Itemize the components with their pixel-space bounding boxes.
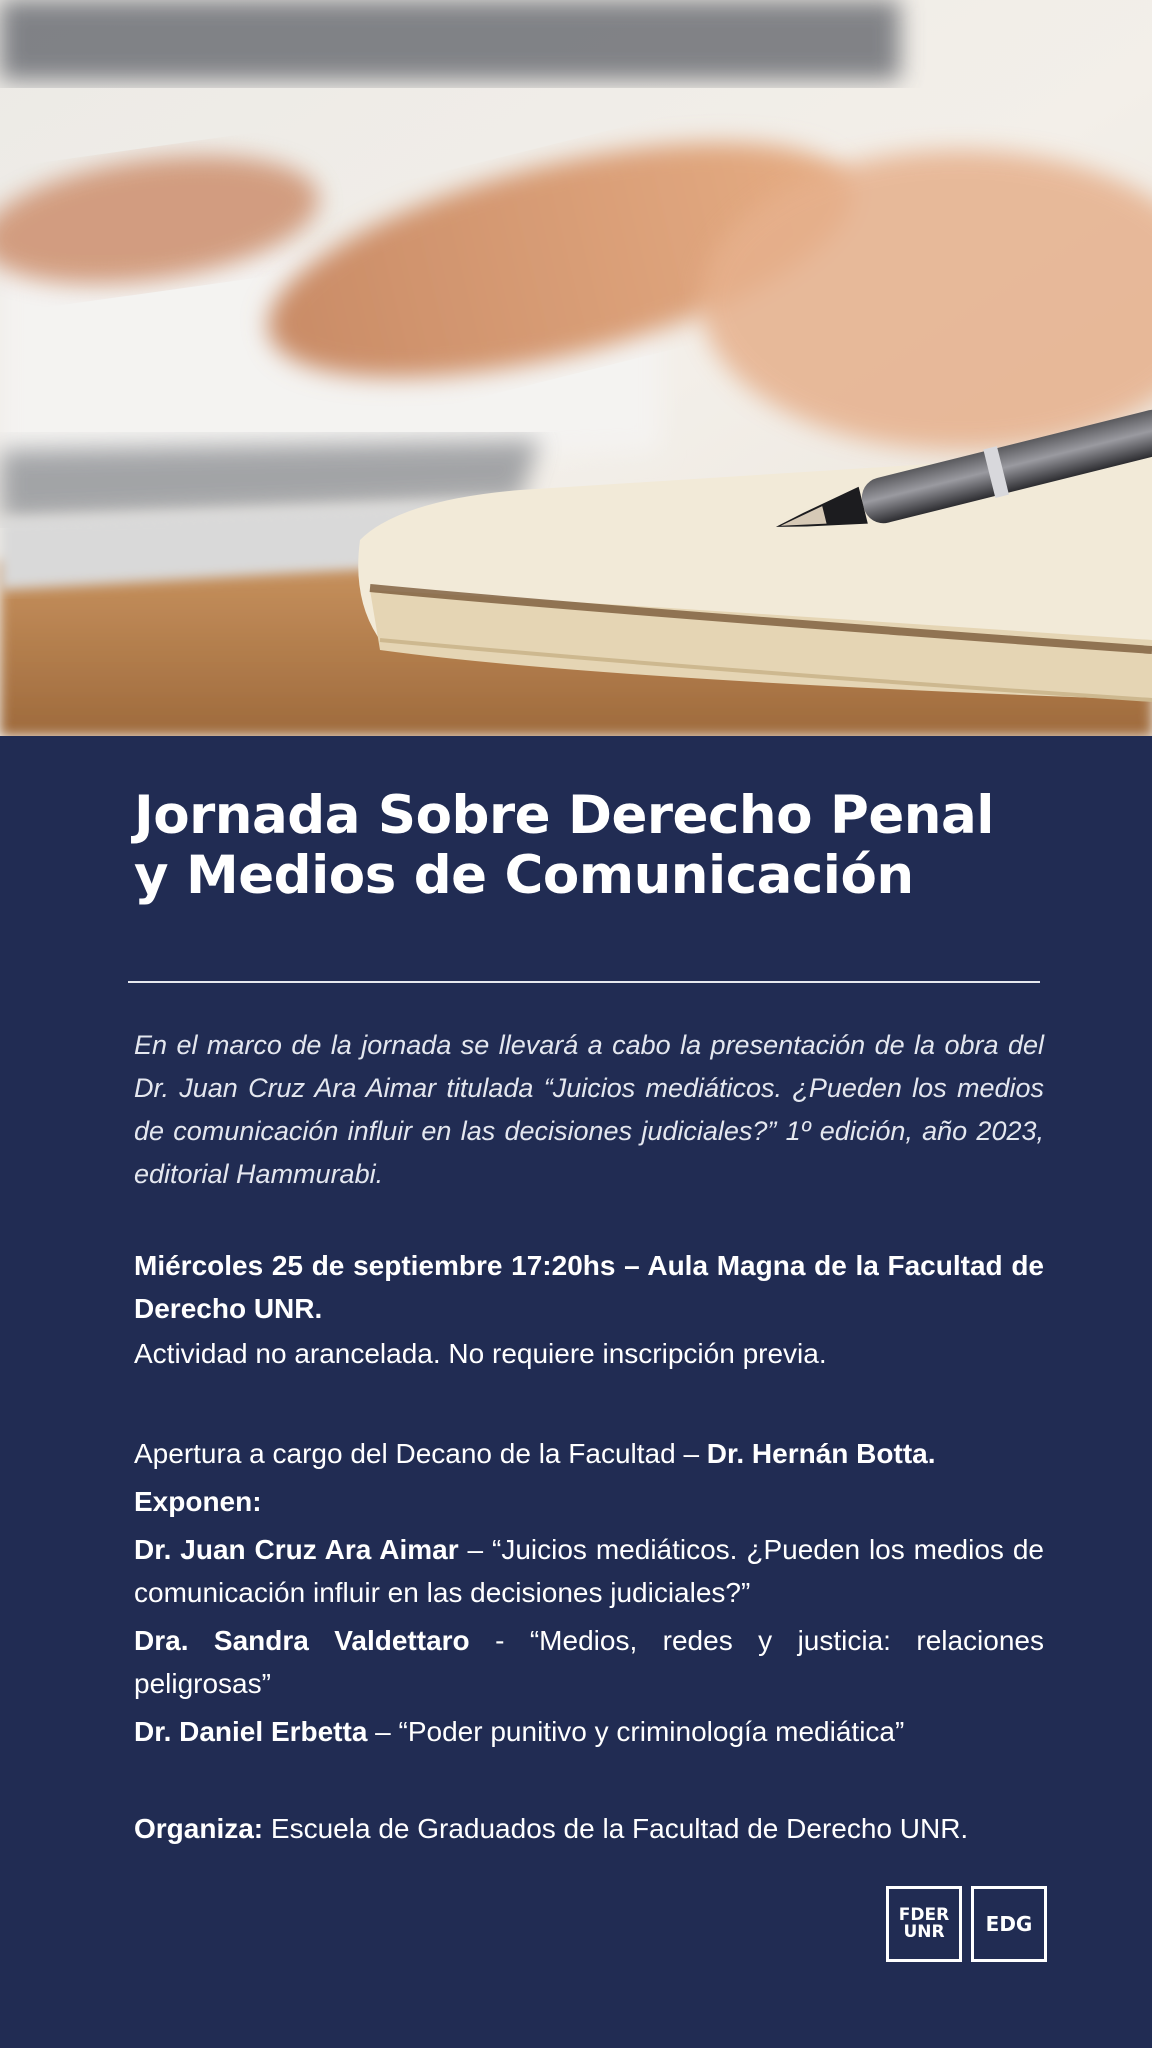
event-title-line-1: Jornada Sobre Derecho Penal: [134, 785, 994, 846]
fder-logo-text: FDER: [898, 1905, 950, 1925]
speakers-heading: Exponen:: [134, 1486, 262, 1517]
event-title-line-2: y Medios de Comunicación: [134, 845, 914, 906]
organizer-name: Escuela de Graduados de la Facultad de Derecho UNR.: [263, 1813, 969, 1844]
unr-logo-text: UNR: [903, 1922, 945, 1942]
event-info-panel: [0, 736, 1152, 2048]
event-title: [134, 786, 1034, 906]
speaker-talk: – “Juicios mediáticos. ¿Pueden los medios de comunicación influir en las decisiones judiciales?”: [134, 1534, 1044, 1608]
opening-line: [134, 1432, 1044, 1475]
speaker-item: [134, 1528, 1044, 1614]
edg-logo-text: EDG: [985, 1912, 1033, 1936]
opening-text: Apertura a cargo del Decano de la Facultad –: [134, 1438, 707, 1469]
speaker-talk: - “Medios, redes y justicia: relaciones peligrosas”: [134, 1625, 1044, 1699]
speaker-item: [134, 1710, 1044, 1753]
title-divider: [128, 981, 1040, 983]
speaker-talk: – “Poder punitivo y criminología mediática”: [367, 1716, 905, 1747]
fder-unr-logo: [886, 1886, 962, 1962]
event-date-location: Miércoles 25 de septiembre 17:20hs – Aula Magna de la Facultad de Derecho UNR.: [134, 1250, 1044, 1324]
book-presentation-intro: En el marco de la jornada se llevará a cabo la presentación de la obra del Dr. Juan Cruz Ara Aimar titulada “Juicios mediáticos. ¿Pueden los medios de comunicación influir en las decisiones judiciales?” 1º edición, año 2023, editorial Hammurabi.: [134, 1030, 1044, 1189]
event-details: [134, 1244, 1044, 1375]
speaker-item: [134, 1619, 1044, 1705]
speaker-name: Dr. Daniel Erbetta: [134, 1716, 368, 1747]
speaker-name: Dra. Sandra Valdettaro: [134, 1625, 470, 1656]
opening-name: Dr. Hernán Botta.: [706, 1438, 936, 1469]
edg-logo: [971, 1886, 1047, 1962]
organizer-label: Organiza:: [134, 1813, 264, 1844]
organizer-line: [134, 1807, 1044, 1850]
event-program: [134, 1432, 1044, 1753]
speaker-name: Dr. Juan Cruz Ara Aimar: [134, 1534, 459, 1565]
event-admission-note: Actividad no arancelada. No requiere inscripción previa.: [134, 1338, 827, 1369]
hero-photo: [0, 0, 1152, 736]
hero-photo-illustration: [0, 0, 1152, 736]
institution-logos: [886, 1886, 1046, 1962]
